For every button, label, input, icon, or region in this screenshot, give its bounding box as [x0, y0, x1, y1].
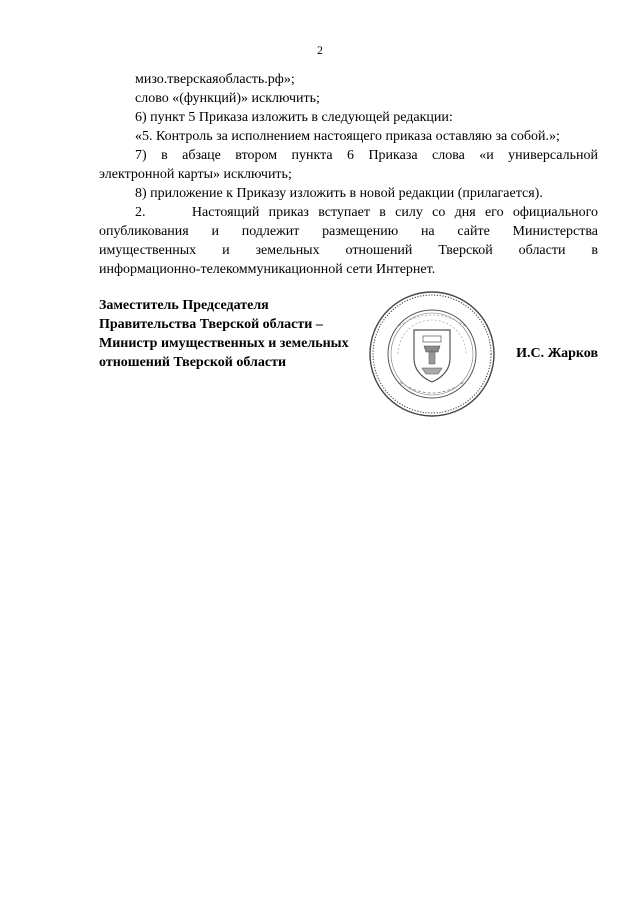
paragraph-line: 6) пункт 5 Приказа изложить в следующей редакции: — [135, 110, 453, 125]
paragraph-line: мизо.тверскаяобласть.рф»; — [135, 72, 295, 87]
page-number: 2 — [317, 43, 323, 57]
paragraph-line: слово «(функций)» исключить; — [135, 91, 320, 106]
signatory-title-line: Министр имущественных и земельных — [99, 336, 349, 351]
paragraph-line: 7) в абзаце втором пункта 6 Приказа слова «и универсальной — [135, 148, 598, 163]
paragraph-line: электронной карты» исключить; — [99, 167, 292, 182]
signatory-title-line: отношений Тверской области — [99, 355, 287, 370]
signatory-title — [99, 296, 369, 372]
signatory-title-line: Правительства Тверской области – — [99, 317, 323, 332]
paragraph-line: опубликования и подлежит размещению на сайте Министерства — [99, 224, 598, 239]
paragraph-line: 2. Настоящий приказ вступает в силу со дня его официального — [135, 205, 598, 220]
paragraph-line: имущественных и земельных отношений Тверской области в — [99, 243, 598, 258]
paragraph-line: информационно-телекоммуникационной сети Интернет. — [99, 262, 436, 277]
paragraph-line: 8) приложение к Приказу изложить в новой редакции (прилагается). — [135, 186, 543, 201]
document-body — [99, 70, 598, 279]
signatory-name: И.С. Жарков — [516, 346, 598, 361]
signatory-title-line: Заместитель Председателя — [99, 298, 269, 313]
official-seal-icon — [366, 288, 498, 420]
paragraph-line: «5. Контроль за исполнением настоящего приказа оставляю за собой.»; — [135, 129, 560, 144]
